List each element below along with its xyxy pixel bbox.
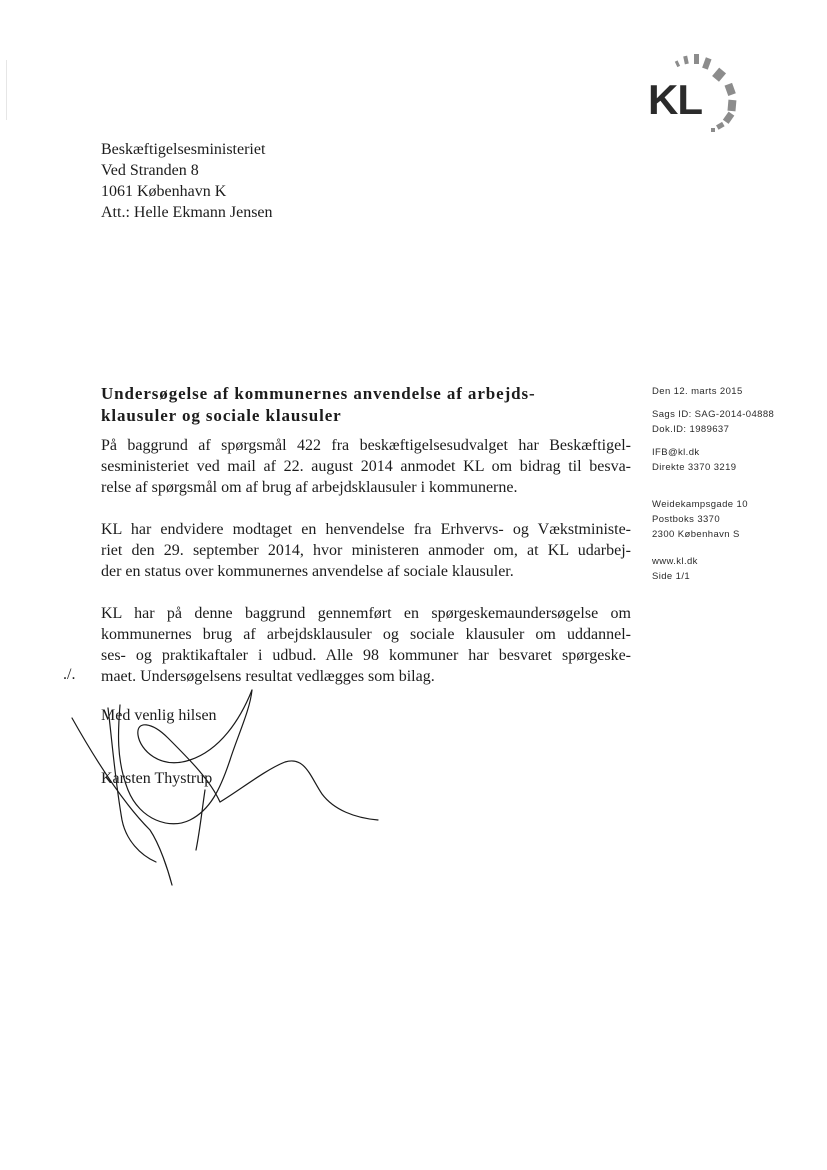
paragraph-line: KL har på denne baggrund gennemført en spørgeskemaundersøgelse om: [101, 605, 631, 622]
letter-title: [101, 383, 631, 427]
letter-title-line: klausuler og sociale klausuler: [101, 406, 342, 425]
letter-body: [101, 383, 631, 708]
kl-logo-icon: [640, 48, 744, 140]
recipient-line: 1061 København K: [101, 183, 227, 200]
kl-logo: [640, 48, 744, 140]
scan-edge-line: [6, 60, 7, 120]
recipient-address: [101, 139, 273, 223]
recipient-line: Beskæftigelsesministeriet: [101, 141, 266, 158]
paragraph-line: KL har endvidere modtaget en henvendelse fra Erhvervs- og Vækstministe-: [101, 521, 631, 538]
enclosure-mark: ./.: [63, 666, 76, 683]
dok-id: Dok.ID: 1989637: [652, 424, 730, 435]
sidebar-info: [652, 384, 774, 592]
paragraph-line: sesministeriet ved mail af 22. august 2014 anmodet KL om bidrag til besva-: [101, 458, 631, 475]
closing-greeting: Med venlig hilsen: [101, 707, 217, 724]
letter-date: Den 12. marts 2015: [652, 386, 743, 397]
direct-phone: Direkte 3370 3219: [652, 462, 737, 473]
postbox: Postboks 3370: [652, 514, 721, 525]
recipient-line: Ved Stranden 8: [101, 162, 199, 179]
recipient-line: Att.: Helle Ekmann Jensen: [101, 204, 273, 221]
sags-id: Sags ID: SAG-2014-04888: [652, 409, 775, 420]
paragraph-line: ses- og praktikaftaler i udbud. Alle 98 kommuner har besvaret spørgeske-: [101, 647, 631, 664]
street-address: Weidekampsgade 10: [652, 499, 748, 510]
paragraph-line: riet den 29. september 2014, hvor ministeren anmoder om, at KL udarbej-: [101, 542, 631, 559]
paragraph-line: maet. Undersøgelsens resultat vedlægges som bilag.: [101, 668, 435, 685]
website: www.kl.dk: [652, 556, 698, 567]
sender-name: Karsten Thystrup: [101, 770, 213, 787]
page-number: Side 1/1: [652, 571, 691, 582]
paragraph-line: kommunernes brug af arbejdsklausuler og sociale klausuler om uddannel-: [101, 626, 631, 643]
letter-title-line: Undersøgelse af kommunernes anvendelse af arbejds-: [101, 384, 536, 403]
paragraph-line: På baggrund af spørgsmål 422 fra beskæftigelsesudvalget har Beskæftigel-: [101, 437, 631, 454]
paragraph-line: der en status over kommunernes anvendelse af sociale klausuler.: [101, 563, 514, 580]
city: 2300 København S: [652, 529, 740, 540]
paragraph-line: relse af spørgsmål om af brug af arbejdsklausuler i kommunerne.: [101, 479, 518, 496]
contact-email: IFB@kl.dk: [652, 447, 700, 458]
kl-logo-text: KL: [648, 76, 702, 123]
paragraph: [101, 519, 631, 582]
paragraph: [101, 603, 631, 687]
paragraph: [101, 435, 631, 498]
